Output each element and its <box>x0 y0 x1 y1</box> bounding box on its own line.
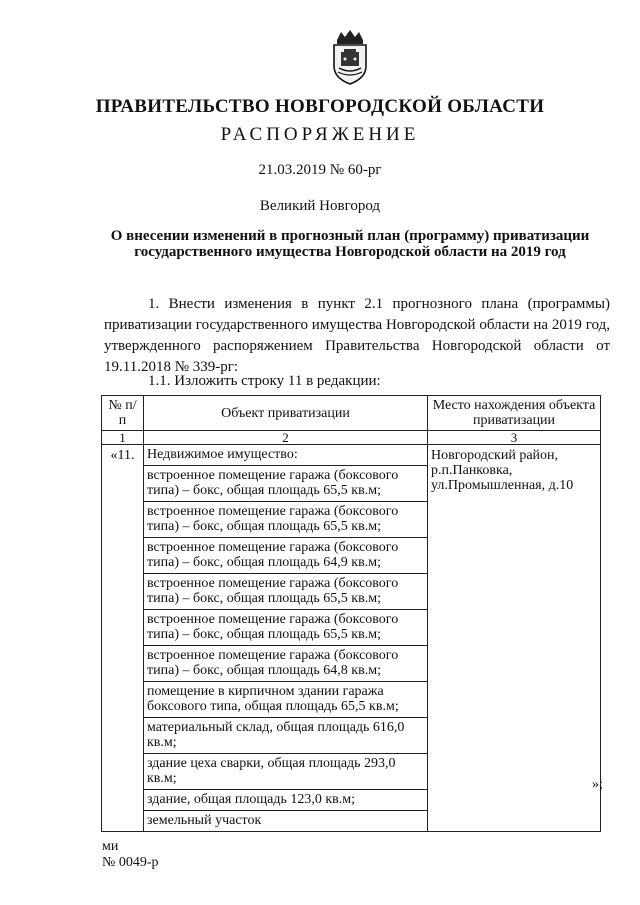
list-item: земельный участок <box>147 813 262 828</box>
list-item: здание цеха сварки, общая площадь 293,0 кв.м; <box>144 754 427 790</box>
table-row <box>102 445 601 832</box>
paragraph-1: 1. Внести изменения в пункт 2.1 прогнозного плана (программы) приватизации государственного имущества Новгородской области на 2019 год, утвержденного распоряжением Правительства Новгородской области от 19.11.2018 № 339-рг: <box>104 296 610 375</box>
location-cell: Новгородский район, р.п.Панковка, ул.Промышленная, д.10 <box>428 445 601 832</box>
coat-of-arms-icon <box>327 28 373 86</box>
list-item: встроенное помещение гаража (боксового типа) – бокс, общая площадь 65,5 кв.м; <box>144 502 427 538</box>
list-item: встроенное помещение гаража (боксового типа) – бокс, общая площадь 65,5 кв.м; <box>144 574 427 610</box>
paragraph-1-1: 1.1. Изложить строку 11 в редакции: <box>148 373 381 389</box>
closing-quote: »; <box>592 777 603 792</box>
document-type: РАСПОРЯЖЕНИЕ <box>220 124 420 145</box>
table-header-row <box>102 396 601 431</box>
list-item: Недвижимое имущество: <box>144 445 427 466</box>
column-number: 2 <box>144 431 428 445</box>
row-number: «11. <box>102 445 144 832</box>
list-item: материальный склад, общая площадь 616,0 кв.м; <box>144 718 427 754</box>
date-and-number: 21.03.2019 № 60-рг <box>258 162 382 178</box>
government-title: ПРАВИТЕЛЬСТВО НОВГОРОДСКОЙ ОБЛАСТИ <box>95 96 545 117</box>
object-cell <box>144 445 428 832</box>
list-item: встроенное помещение гаража (боксового типа) – бокс, общая площадь 64,9 кв.м; <box>144 538 427 574</box>
column-number-row <box>102 431 601 445</box>
header-object: Объект приватизации <box>144 396 428 431</box>
list-item: встроенное помещение гаража (боксового типа) – бокс, общая площадь 65,5 кв.м; <box>144 466 427 502</box>
list-item: помещение в кирпичном здании гаража боксового типа, общая площадь 65,5 кв.м; <box>144 682 427 718</box>
city: Великий Новгород <box>259 198 381 214</box>
footer-code: № 0049-р <box>102 855 159 870</box>
list-item: здание, общая площадь 123,0 кв.м; <box>144 790 427 811</box>
privatization-table <box>101 395 601 832</box>
column-number: 1 <box>102 431 144 445</box>
header-location: Место нахождения объекта приватизации <box>428 396 601 431</box>
list-item: встроенное помещение гаража (боксового типа) – бокс, общая площадь 64,8 кв.м; <box>144 646 427 682</box>
footer-initials: ми <box>102 839 119 854</box>
list-item: встроенное помещение гаража (боксового типа) – бокс, общая площадь 65,5 кв.м; <box>144 610 427 646</box>
footer-registration <box>102 839 159 871</box>
header-number: № п/п <box>102 396 144 431</box>
column-number: 3 <box>428 431 601 445</box>
document-subject: О внесении изменений в прогнозный план (программу) приватизации государственного имущества Новгородской области на 2019 год <box>110 228 590 260</box>
